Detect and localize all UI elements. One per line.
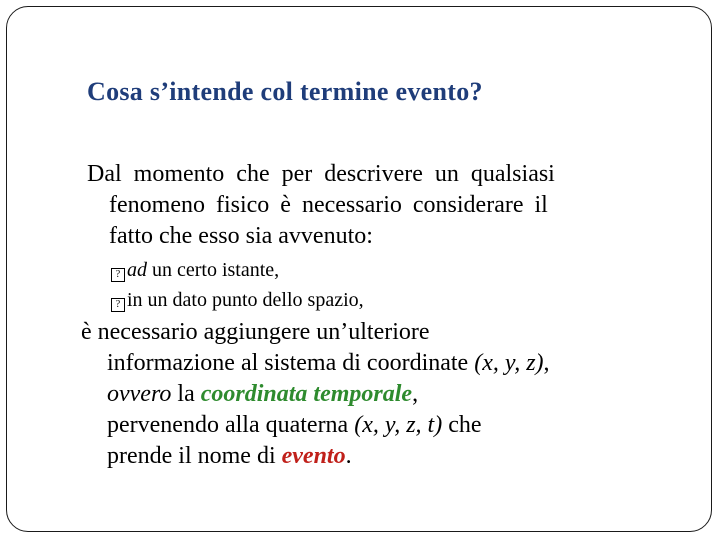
- coords-xyz: (x, y, z): [474, 350, 544, 376]
- bullet-item: [111, 285, 364, 315]
- paragraph-intro: [87, 159, 677, 252]
- bullet-item-emphasis: ad: [127, 259, 147, 281]
- intro-line-2: [87, 190, 677, 221]
- bullet-item-text: un certo istante,: [147, 259, 280, 281]
- main-word: che: [448, 412, 482, 438]
- paragraph-main: [81, 317, 677, 472]
- intro-line-3: [87, 221, 677, 252]
- intro-line-1-text: Dal momento che per descrivere un qualsiasi: [87, 161, 555, 187]
- main-punct: ,: [412, 381, 419, 407]
- coord-z: z,: [406, 412, 422, 438]
- bullet-item: [111, 255, 364, 285]
- main-word: necessario: [97, 319, 198, 345]
- coord-t: t): [427, 412, 443, 438]
- main-word: quaterna: [265, 412, 349, 438]
- main-word: la: [177, 381, 195, 407]
- main-word: alla: [224, 412, 260, 438]
- intro-line-1: [87, 159, 677, 190]
- main-line-5-text: prende il nome di: [107, 443, 282, 469]
- slide-title: Cosa s’intende col termine evento?: [87, 77, 483, 106]
- main-line-2-text: informazione al sistema di coordinate: [107, 350, 475, 376]
- main-punct: ,: [543, 350, 550, 376]
- bullet-box-icon: ?: [111, 268, 125, 282]
- highlight-temporale: temporale: [313, 381, 413, 407]
- coord-y: y,: [384, 412, 401, 438]
- highlight-evento: evento: [281, 443, 346, 469]
- bullet-box-icon: ?: [111, 298, 125, 312]
- bullet-list: [111, 255, 364, 315]
- main-word: un’ulteriore: [316, 319, 430, 345]
- main-line-5: [81, 441, 677, 472]
- intro-line-3-text: fatto che esso sia avvenuto:: [109, 223, 373, 249]
- main-punct: .: [345, 443, 352, 469]
- main-line-3: [81, 379, 677, 410]
- slide-frame: [6, 6, 712, 532]
- main-line-2: [81, 348, 677, 379]
- highlight-coordinata: coordinata: [200, 381, 308, 407]
- main-word: è: [81, 319, 92, 345]
- bullet-item-text: in un dato punto dello spazio,: [127, 289, 364, 311]
- main-line-1: [81, 317, 677, 348]
- ovvero-word: ovvero: [107, 381, 172, 407]
- main-line-4: [81, 410, 677, 441]
- main-word: pervenendo: [107, 412, 219, 438]
- coord-x: (x,: [354, 412, 379, 438]
- intro-line-2-text: fenomeno fisico è necessario considerare il: [109, 192, 548, 218]
- main-word: aggiungere: [203, 319, 311, 345]
